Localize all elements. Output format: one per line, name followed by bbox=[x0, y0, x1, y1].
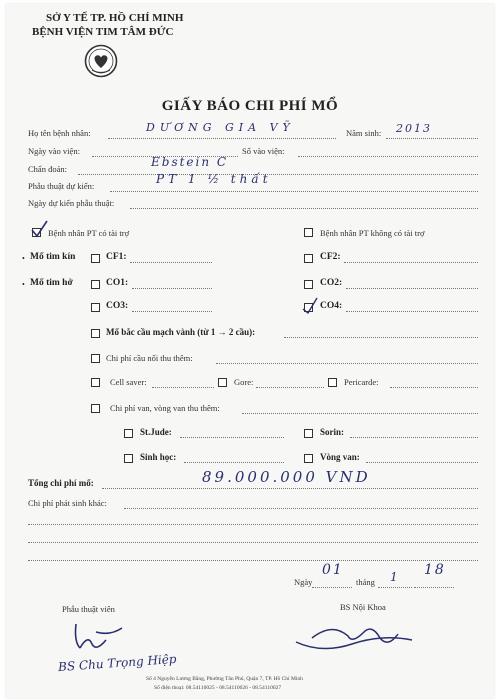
not-sponsored-checkbox[interactable] bbox=[304, 228, 313, 237]
co2-checkbox[interactable] bbox=[304, 280, 313, 289]
total-cost-label: Tổng chi phí mổ: bbox=[28, 478, 94, 488]
co1-checkbox[interactable] bbox=[91, 280, 100, 289]
patient-name-value: DƯƠNG GIA VỸ bbox=[146, 121, 295, 134]
surgeon-signature-title: Phẫu thuật viên bbox=[62, 604, 115, 614]
birth-year-label: Năm sinh: bbox=[346, 128, 382, 138]
cf1-checkbox[interactable] bbox=[91, 254, 100, 263]
document-page: SỞ Y TẾ TP. HỒ CHÍ MINH BỆNH VIỆN TIM TÂM ĐỨC GIẤY BÁO CHI PHÍ MỔ Họ tên bệnh nhân: DƯƠNG GIA VỸ Năm sinh: 2013 Ngày vào viện: Số vào viện: Chẩn đoán: Ebstein C Phẫu thuật dự kiến: PT 1 ½ thất Ngày dự kiến phẫu thuật: Bệnh nhân PT có tài trợ Bệnh nhân PT không có tài trợ • Mổ tim kín CF1: CF2: • Mổ tim hở CO1: CO2: CO3: CO4: Mổ bắc cầu mạch vành (từ 1 → 2 cầu): Chi phí cầu nối thu thêm: Cell saver: Gore: Pericarde: Chi phí van, vòng van thu thêm: St.Jude: Sorin: Sinh học: Vòng van: Tổng chi phí mổ: 89.000.000 VND Chi phí phát sinh khác: Ngày 01 tháng 1 18 Phẫu thuật viên BS Nội Khoa BS Chu Trọng Hiệp Số 4 Nguyễn Lương Bằng, Phường Tân Phú, Quận 7, TP. Hồ Chí Minh Số điện thoại: 08.54110025 - 08.54110026 - 08.54110027 bbox=[6, 4, 494, 698]
planned-surgery-label: Phẫu thuật dự kiến: bbox=[28, 181, 95, 191]
co2-label: CO2: bbox=[320, 278, 343, 288]
date-day-label: Ngày bbox=[294, 577, 313, 587]
sorin-checkbox[interactable] bbox=[304, 429, 313, 438]
closed-heart-label: Mổ tim kín bbox=[30, 252, 76, 262]
check-mark-icon bbox=[300, 295, 320, 315]
physician-signature-title: BS Nội Khoa bbox=[340, 602, 386, 612]
cf2-checkbox[interactable] bbox=[304, 254, 313, 263]
co4-label: CO4: bbox=[320, 301, 343, 311]
bypass-extra-checkbox[interactable] bbox=[91, 354, 100, 363]
cf2-label: CF2: bbox=[320, 252, 341, 262]
co3-checkbox[interactable] bbox=[91, 303, 100, 312]
co3-label: CO3: bbox=[106, 301, 129, 311]
header-department: SỞ Y TẾ TP. HỒ CHÍ MINH bbox=[46, 12, 184, 24]
hospital-logo bbox=[84, 44, 118, 78]
pericarde-checkbox[interactable] bbox=[328, 378, 337, 387]
document-title: GIẤY BÁO CHI PHÍ MỔ bbox=[161, 98, 339, 114]
planned-surgery-value: PT 1 ½ thất bbox=[156, 172, 272, 186]
cf1-label: CF1: bbox=[106, 252, 127, 262]
valve-extra-label: Chi phí van, vòng van thu thêm: bbox=[110, 403, 220, 413]
ring-checkbox[interactable] bbox=[304, 454, 313, 463]
footer-phone: Số điện thoại: 08.54110025 - 08.54110026 - 08.54110027 bbox=[154, 685, 282, 691]
surgeon-signature-image bbox=[66, 614, 136, 654]
sponsored-label: Bệnh nhân PT có tài trợ bbox=[48, 228, 130, 238]
date-month-label: tháng bbox=[356, 577, 375, 587]
pericarde-label: Pericarde: bbox=[344, 377, 379, 387]
ring-label: Vòng van: bbox=[320, 452, 360, 462]
bypass-checkbox[interactable] bbox=[91, 329, 100, 338]
check-mark-icon bbox=[28, 218, 50, 240]
footer-address: Số 4 Nguyễn Lương Bằng, Phường Tân Phú, Quận 7, TP. Hồ Chí Minh bbox=[146, 676, 303, 682]
co1-label: CO1: bbox=[106, 278, 129, 288]
cell-saver-checkbox[interactable] bbox=[91, 378, 100, 387]
admission-number-label: Số vào viện: bbox=[242, 146, 285, 156]
bio-valve-label: Sinh học: bbox=[140, 452, 177, 462]
st-jude-label: St.Jude: bbox=[140, 427, 172, 437]
date-day-value: 01 bbox=[322, 562, 344, 578]
bio-valve-checkbox[interactable] bbox=[124, 454, 133, 463]
physician-signature-image bbox=[292, 614, 422, 656]
planned-date-label: Ngày dự kiến phẫu thuật: bbox=[28, 198, 115, 208]
gore-label: Gore: bbox=[234, 377, 254, 387]
diagnosis-label: Chẩn đoán: bbox=[28, 164, 67, 174]
other-costs-label: Chi phí phát sinh khác: bbox=[28, 498, 107, 508]
admission-date-label: Ngày vào viện: bbox=[28, 146, 80, 156]
diagnosis-value: Ebstein C bbox=[151, 155, 229, 169]
total-cost-value: 89.000.000 VND bbox=[202, 468, 371, 486]
sorin-label: Sorin: bbox=[320, 427, 345, 437]
patient-name-label: Họ tên bệnh nhân: bbox=[28, 128, 91, 138]
gore-checkbox[interactable] bbox=[218, 378, 227, 387]
valve-extra-checkbox[interactable] bbox=[91, 404, 100, 413]
cell-saver-label: Cell saver: bbox=[110, 377, 147, 387]
open-heart-label: Mổ tim hở bbox=[30, 278, 73, 288]
date-year-value: 18 bbox=[424, 562, 446, 578]
date-month-value: 1 bbox=[390, 570, 400, 584]
bypass-label: Mổ bắc cầu mạch vành (từ 1 → 2 cầu): bbox=[106, 327, 256, 337]
birth-year-value: 2013 bbox=[396, 122, 432, 135]
st-jude-checkbox[interactable] bbox=[124, 429, 133, 438]
bypass-extra-label: Chi phí cầu nối thu thêm: bbox=[106, 353, 193, 363]
header-hospital: BỆNH VIỆN TIM TÂM ĐỨC bbox=[32, 26, 174, 38]
not-sponsored-label: Bệnh nhân PT không có tài trợ bbox=[320, 228, 425, 238]
surgeon-handwritten-name: BS Chu Trọng Hiệp bbox=[57, 651, 177, 675]
